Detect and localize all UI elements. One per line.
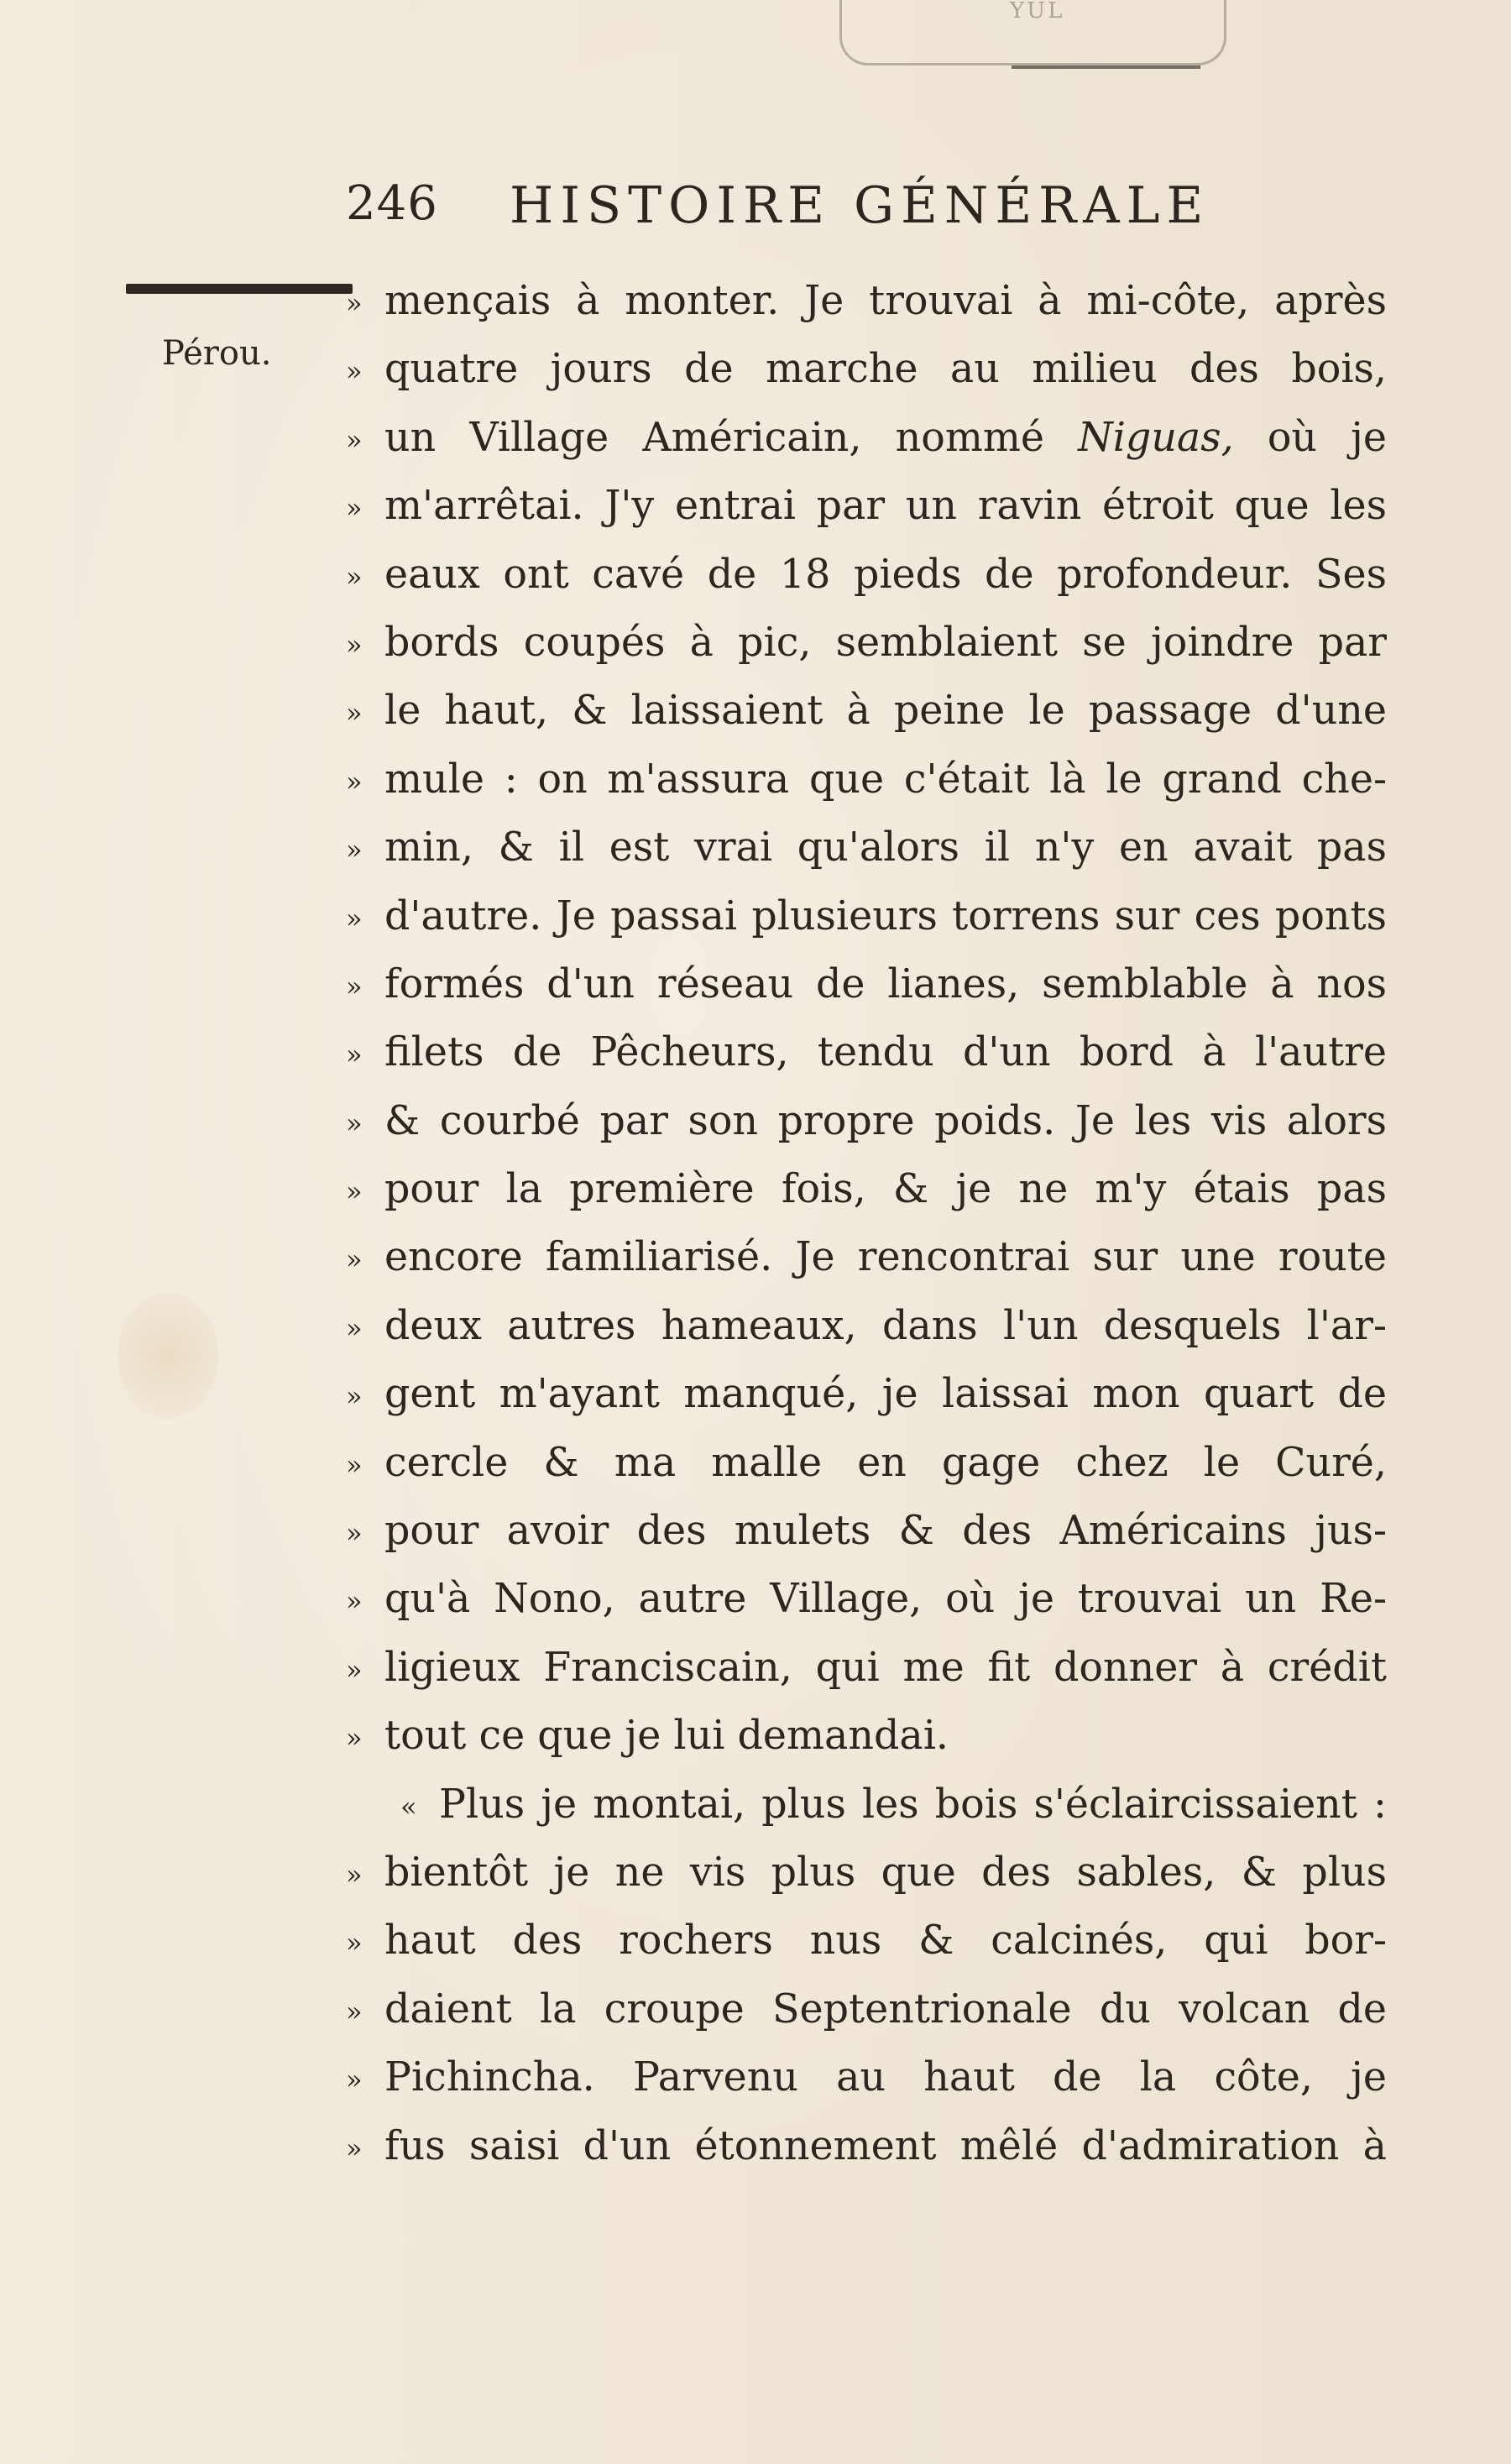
text-line [346, 950, 1387, 1018]
text-line [346, 2043, 1387, 2111]
text-line [346, 1429, 1387, 1497]
text-line [346, 677, 1387, 745]
line-text: haut des rochers nus & calcinés, qui bor- [384, 1917, 1387, 1964]
line-text: tout ce que je lui demandai. [384, 1713, 949, 1760]
line-text: bientôt je ne vis plus que des sables, & plus [384, 1849, 1387, 1896]
quote-mark: » [346, 1448, 363, 1481]
text-line [346, 1907, 1387, 1975]
line-text: formés d'un réseau de lianes, semblable à nos [384, 960, 1387, 1007]
quote-mark: » [346, 1106, 363, 1139]
quote-mark: » [346, 1038, 363, 1071]
text-line [346, 1771, 1387, 1839]
text-line [346, 745, 1387, 813]
text-line [346, 1360, 1387, 1428]
quote-mark: » [346, 560, 363, 593]
line-text: eaux ont cavé de 18 pieds de profondeur. Ses [384, 551, 1387, 598]
quote-mark: » [346, 287, 363, 319]
text-line [346, 609, 1387, 677]
line-text: gent m'ayant manqué, je laissai mon quart de [384, 1371, 1387, 1418]
line-text: Pichincha. Parvenu au haut de la côte, je [384, 2054, 1387, 2101]
quote-mark: » [346, 1380, 363, 1413]
quote-mark: » [346, 1311, 363, 1344]
text-line [346, 335, 1387, 403]
quote-mark: » [346, 1653, 363, 1686]
text-line [346, 472, 1387, 540]
paper-stain [118, 1293, 218, 1419]
line-text: & courbé par son propre poids. Je les vis alors [384, 1097, 1387, 1144]
quote-mark: » [346, 970, 363, 1002]
text-line [346, 541, 1387, 609]
quote-mark: » [346, 2064, 363, 2096]
quote-mark: » [346, 1175, 363, 1208]
quote-mark: » [346, 1243, 363, 1276]
line-text: bords coupés à pic, semblaient se joindre par [384, 619, 1387, 666]
library-stamp [839, 0, 1226, 65]
quote-mark: » [346, 1858, 363, 1891]
line-text: Plus je montai, plus les bois s'éclaircissaient : [439, 1781, 1387, 1828]
line-text: cercle & ma malle en gage chez le Curé, [384, 1439, 1387, 1486]
quote-mark: » [346, 628, 363, 661]
quote-mark: » [346, 697, 363, 730]
quote-mark: » [346, 355, 363, 388]
line-text: filets de Pêcheurs, tendu d'un bord à l'autre [384, 1029, 1387, 1076]
quote-mark: » [346, 902, 363, 934]
quote-mark: » [346, 1585, 363, 1618]
quote-mark: « [400, 1790, 417, 1823]
text-line [346, 1155, 1387, 1223]
text-line [346, 1292, 1387, 1360]
line-text: min, & il est vrai qu'alors il n'y en avait pas [384, 824, 1387, 871]
text-line [346, 1839, 1387, 1907]
line-text: pour la première fois, & je ne m'y étais pas [384, 1166, 1387, 1213]
text-line [346, 1087, 1387, 1155]
text-line [346, 882, 1387, 950]
line-text: encore familiarisé. Je rencontrai sur une route [384, 1234, 1387, 1281]
quote-mark: » [346, 492, 363, 525]
text-line [346, 1497, 1387, 1565]
line-text: deux autres hameaux, dans l'un desquels l'ar- [384, 1302, 1387, 1349]
margin-rule [126, 284, 353, 294]
line-text: le haut, & laissaient à peine le passage d'une [384, 688, 1387, 735]
text-line [346, 813, 1387, 881]
text-line [346, 1223, 1387, 1291]
text-line [346, 1565, 1387, 1633]
line-text: un Village Américain, nommé [384, 414, 1079, 461]
text-line [346, 2112, 1387, 2180]
body-text [346, 267, 1387, 2180]
quote-mark: » [346, 1722, 363, 1755]
line-text: pour avoir des mulets & des Américains jus- [384, 1508, 1387, 1555]
line-text: m'arrêtai. J'y entrai par un ravin étroit que les [384, 483, 1387, 530]
line-text: ligieux Franciscain, qui me fit donner à crédit [384, 1644, 1387, 1691]
quote-mark: » [346, 1517, 363, 1550]
line-text: daient la croupe Septentrionale du volcan de [384, 1985, 1387, 2032]
text-line [346, 1634, 1387, 1702]
quote-mark: » [346, 765, 363, 798]
line-text-tail: où je [1233, 414, 1387, 461]
text-line [346, 1702, 1387, 1770]
stamp-underline [1012, 65, 1200, 69]
margin-note: Pérou. [162, 334, 272, 373]
line-text: mule : on m'assura que c'était là le grand che- [384, 756, 1387, 803]
quote-mark: » [346, 423, 363, 456]
quote-mark: » [346, 2132, 363, 2164]
line-text: d'autre. Je passai plusieurs torrens sur ces ponts [384, 892, 1387, 939]
line-text: qu'à Nono, autre Village, où je trouvai un Re- [384, 1576, 1387, 1623]
page-number: 246 [346, 176, 438, 231]
text-line [346, 404, 1387, 472]
library-stamp-text: YUL [1010, 0, 1065, 24]
text-line [346, 1975, 1387, 2043]
quote-mark: » [346, 834, 363, 866]
line-text: quatre jours de marche au milieu des bois, [384, 346, 1387, 393]
quote-mark: » [346, 1927, 363, 1959]
quote-mark: » [346, 1995, 363, 2027]
line-text: fus saisi d'un étonnement mêlé d'admiration à [384, 2122, 1387, 2169]
text-line [346, 267, 1387, 335]
running-title: HISTOIRE GÉNÉRALE [510, 176, 1210, 235]
page-header [346, 168, 1261, 252]
italic-place-name: Niguas, [1078, 414, 1234, 461]
line-text: mençais à monter. Je trouvai à mi-côte, après [384, 278, 1387, 324]
text-line [346, 1018, 1387, 1086]
